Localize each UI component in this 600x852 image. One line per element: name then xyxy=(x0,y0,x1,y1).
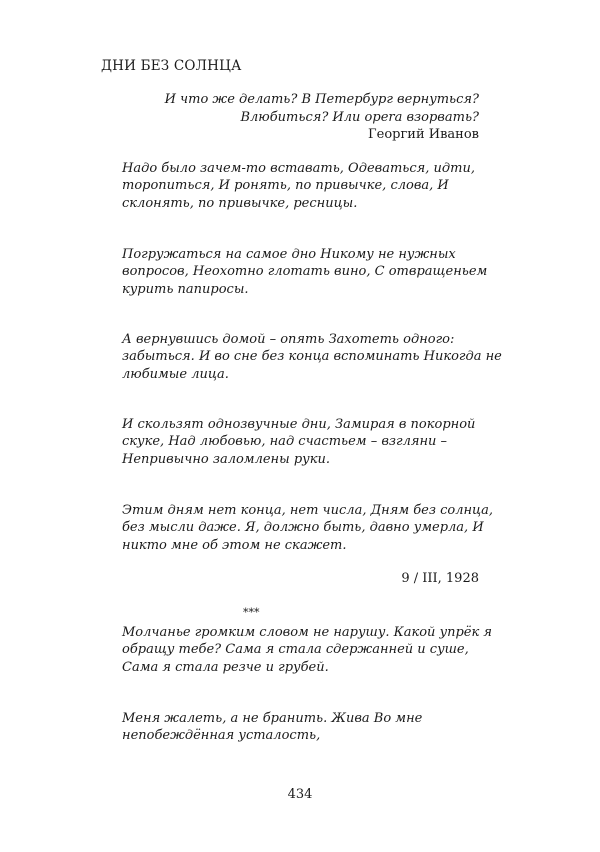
verse-line: Одеваться, идти, торопиться, xyxy=(122,161,475,194)
verse-line: С отвращеньем курить папиросы. xyxy=(122,264,488,297)
verse-line: Дням без солнца, без мысли даже. xyxy=(122,503,493,536)
stanza xyxy=(122,710,502,745)
verse-line: Сама я стала резче и грубей. xyxy=(122,659,329,675)
section-separator: *** xyxy=(243,606,260,619)
verse-line: Погружаться на самое дно xyxy=(122,247,317,262)
poem-date: 9 / III, 1928 xyxy=(401,571,479,586)
verse-line: И ронять, по привычке, слова, xyxy=(218,178,434,194)
verse-line: Этим дням нет конца, нет числа, xyxy=(122,503,367,518)
page-number: 434 xyxy=(287,787,313,802)
verse-line: Никогда не любимые лица. xyxy=(122,349,502,382)
verse-line: Надо было зачем-то вставать, xyxy=(122,161,344,176)
verse-line: Во мне непобеждённая усталость, xyxy=(122,711,423,744)
poem-title: ДНИ БЕЗ СОЛНЦА xyxy=(101,58,242,74)
verse-line: Сама я стала сдержанней и суше, xyxy=(225,642,469,658)
stanza xyxy=(122,624,502,676)
epigraph xyxy=(79,91,479,144)
verse-line: Над любовью, над счастьем – взгляни – xyxy=(168,434,448,450)
epigraph-line: И что же делать? В Петербург вернуться? xyxy=(164,92,479,107)
verse-line: А вернувшись домой – опять xyxy=(122,332,325,347)
epigraph-line: Влюбиться? Или opera взорвать? xyxy=(240,109,479,125)
stanza xyxy=(122,160,502,212)
verse-line: Я, должно быть, давно умерла, xyxy=(245,520,469,536)
verse-line: И во сне без конца вспоминать xyxy=(198,349,420,365)
verse-line: Захотеть одного: забыться. xyxy=(122,332,455,365)
stanza xyxy=(122,416,502,468)
verse-line: Какой упрёк я обращу тебе? xyxy=(122,625,492,658)
verse-line: Меня жалеть, а не бранить. Жива xyxy=(122,711,370,726)
verse-line: Замирая в покорной скуке, xyxy=(122,417,476,450)
verse-line: И скользят однозвучные дни, xyxy=(122,417,331,432)
verse-line: Молчанье громким словом не нарушу. xyxy=(122,625,390,640)
verse-line: Никому не нужных вопросов, xyxy=(122,247,456,280)
verse-line: И никто мне об этом не скажет. xyxy=(122,520,484,553)
stanza xyxy=(122,331,502,383)
epigraph-author: Георгий Иванов xyxy=(368,127,479,142)
stanza xyxy=(122,246,502,298)
verse-line: Неохотно глотать вино, xyxy=(192,264,371,280)
stanza xyxy=(122,502,502,554)
verse-line: Непривычно заломлены руки. xyxy=(122,451,330,467)
verse-line: И склонять, по привычке, ресницы. xyxy=(122,178,449,211)
